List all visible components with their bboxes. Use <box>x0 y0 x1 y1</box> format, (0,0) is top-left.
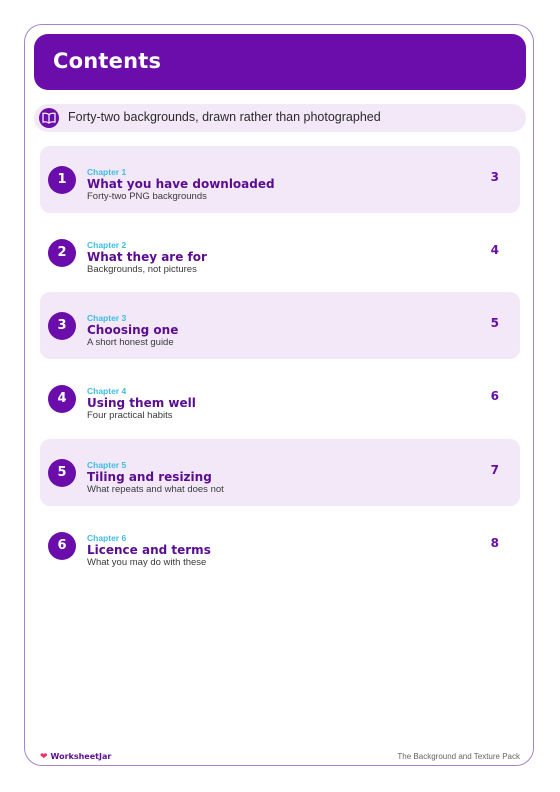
chapter-number-badge: 4 <box>48 385 76 413</box>
chapter-number-badge: 2 <box>48 239 76 267</box>
chapter-label: Chapter 4 <box>87 386 127 396</box>
chapter-description: Four practical habits <box>87 410 173 421</box>
footer-brand-name: WorksheetJar <box>50 752 112 761</box>
toc-item[interactable] <box>40 365 520 432</box>
chapter-page-number: 4 <box>490 243 499 257</box>
chapter-page-number: 6 <box>490 389 499 403</box>
chapter-title: Using them well <box>87 396 196 410</box>
subtitle-bar <box>34 104 526 132</box>
chapter-label: Chapter 5 <box>87 460 127 470</box>
page-title: Contents <box>53 49 162 73</box>
chapter-number-badge: 6 <box>48 532 76 560</box>
chapter-description: Forty-two PNG backgrounds <box>87 191 207 202</box>
chapter-label: Chapter 2 <box>87 240 127 250</box>
chapter-page-number: 7 <box>490 463 499 477</box>
subtitle-text: Forty-two backgrounds, drawn rather than photographed <box>68 110 381 124</box>
chapter-number-badge: 5 <box>48 459 76 487</box>
footer-brand <box>40 752 111 762</box>
toc-item[interactable] <box>40 146 520 213</box>
chapter-title: What they are for <box>87 250 207 264</box>
chapter-label: Chapter 3 <box>87 313 127 323</box>
chapter-page-number: 5 <box>490 316 499 330</box>
chapter-title: Choosing one <box>87 323 179 337</box>
chapter-title: Licence and terms <box>87 543 211 557</box>
chapter-title: What you have downloaded <box>87 177 275 191</box>
chapter-description: Backgrounds, not pictures <box>87 264 197 275</box>
chapter-number-badge: 1 <box>48 166 76 194</box>
footer-document-title: The Background and Texture Pack <box>397 752 520 761</box>
chapter-description: A short honest guide <box>87 337 174 348</box>
chapter-label: Chapter 6 <box>87 533 127 543</box>
heart-icon: ❤ <box>40 752 48 762</box>
toc-item[interactable] <box>40 439 520 506</box>
chapter-description: What you may do with these <box>87 557 207 568</box>
chapter-title: Tiling and resizing <box>87 470 212 484</box>
book-icon <box>39 108 59 128</box>
chapter-label: Chapter 1 <box>87 167 127 177</box>
toc-item[interactable] <box>40 292 520 359</box>
header-banner <box>34 34 526 90</box>
toc-item[interactable] <box>40 219 520 286</box>
chapter-page-number: 3 <box>490 170 499 184</box>
chapter-description: What repeats and what does not <box>87 484 224 495</box>
chapter-page-number: 8 <box>490 536 499 550</box>
toc-item[interactable] <box>40 512 520 579</box>
chapter-number-badge: 3 <box>48 312 76 340</box>
